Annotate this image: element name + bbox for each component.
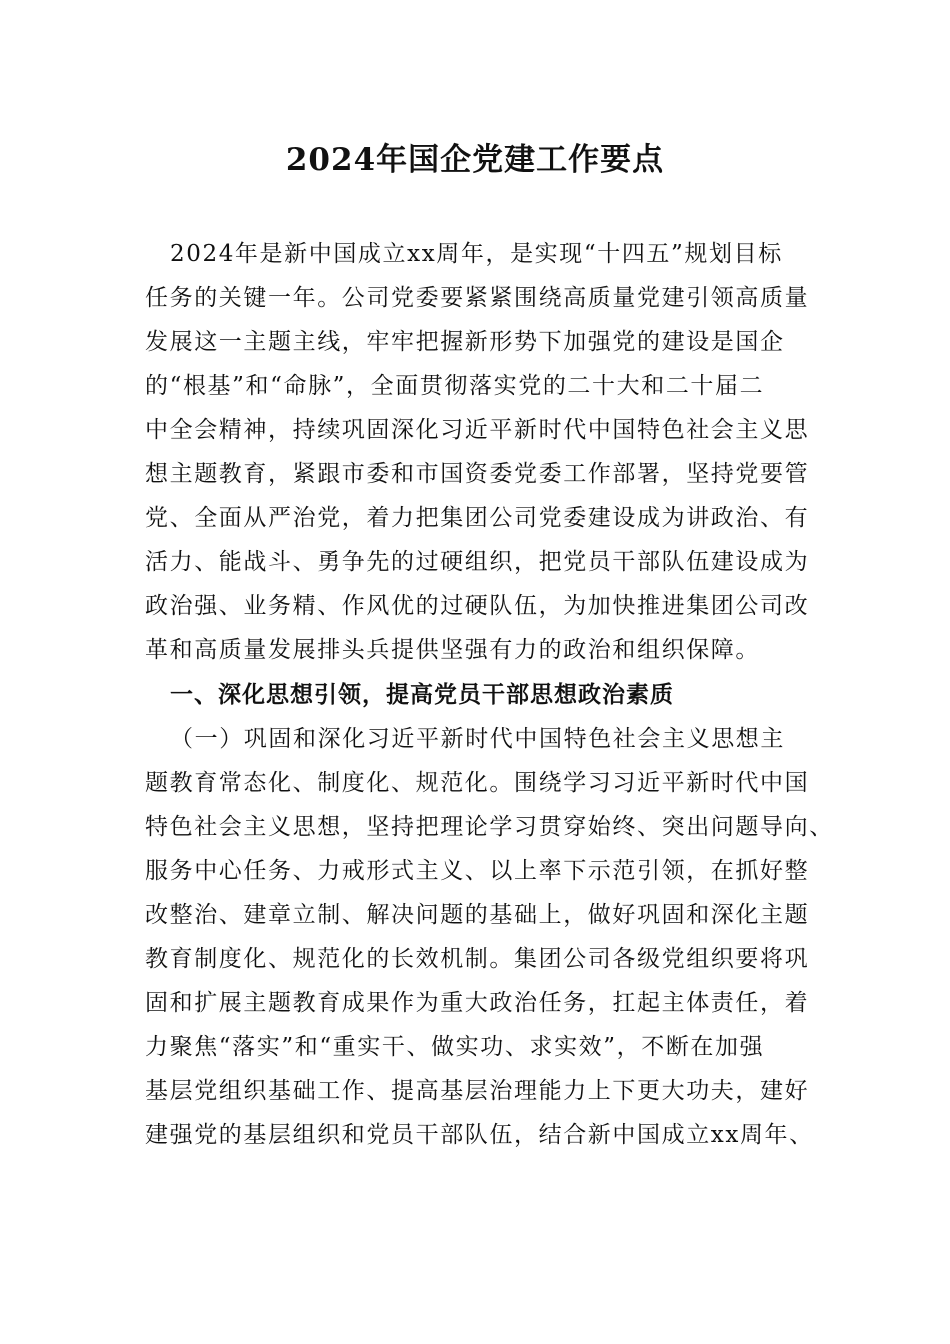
intro-line-9: 政治强、业务精、作风优的过硬队伍，为加快推进集团公司改 [145, 593, 810, 619]
intro-line-3: 发展这一主题主线，牢牢把握新形势下加强党的建设是国企 [145, 329, 785, 355]
intro-line-4: 的“根基”和“命脉”，全面贯彻落实党的二十大和二十届二 [145, 373, 765, 399]
intro-line-2: 任务的关键一年。公司党委要紧紧围绕高质量党建引领高质量 [145, 285, 810, 311]
section-1-item-1-line-10: 建强党的基层组织和党员干部队伍，结合新中国成立xx周年、 [145, 1122, 814, 1148]
intro-line-10: 革和高质量发展排头兵提供坚强有力的政治和组织保障。 [145, 637, 760, 663]
section-1-item-1-line-3: 特色社会主义思想，坚持把理论学习贯穿始终、突出问题导向、 [145, 814, 834, 840]
intro-line-8: 活力、能战斗、勇争先的过硬组织，把党员干部队伍建设成为 [145, 549, 810, 575]
section-1-item-1-line-2: 题教育常态化、制度化、规范化。围绕学习习近平新时代中国 [145, 770, 810, 796]
section-1-item-1-line-6: 教育制度化、规范化的长效机制。集团公司各级党组织要将巩 [145, 946, 810, 972]
section-1-item-1-line-4: 服务中心任务、力戒形式主义、以上率下示范引领，在抓好整 [145, 858, 810, 884]
intro-line-1: 2024年是新中国成立xx周年，是实现“十四五”规划目标 [170, 241, 783, 267]
intro-line-5: 中全会精神，持续巩固深化习近平新时代中国特色社会主义思 [145, 417, 810, 443]
section-1-item-1-line-7: 固和扩展主题教育成果作为重大政治任务，扛起主体责任，着 [145, 990, 810, 1016]
intro-line-6: 想主题教育，紧跟市委和市国资委党委工作部署，坚持党要管 [145, 461, 810, 487]
intro-line-7: 党、全面从严治党，着力把集团公司党委建设成为讲政治、有 [145, 505, 810, 531]
section-1-item-1-line-1: （一）巩固和深化习近平新时代中国特色社会主义思想主 [170, 726, 785, 752]
section-1-item-1-line-5: 改整治、建章立制、解决问题的基础上，做好巩固和深化主题 [145, 902, 810, 928]
section-1-item-1-line-9: 基层党组织基础工作、提高基层治理能力上下更大功夫，建好 [145, 1078, 810, 1104]
document-title: 2024年国企党建工作要点 [285, 142, 665, 178]
section-1-item-1-line-8: 力聚焦“落实”和“重实干、做实功、求实效”，不断在加强 [145, 1034, 765, 1060]
section-1-heading: 一、深化思想引领，提高党员干部思想政治素质 [170, 682, 674, 708]
